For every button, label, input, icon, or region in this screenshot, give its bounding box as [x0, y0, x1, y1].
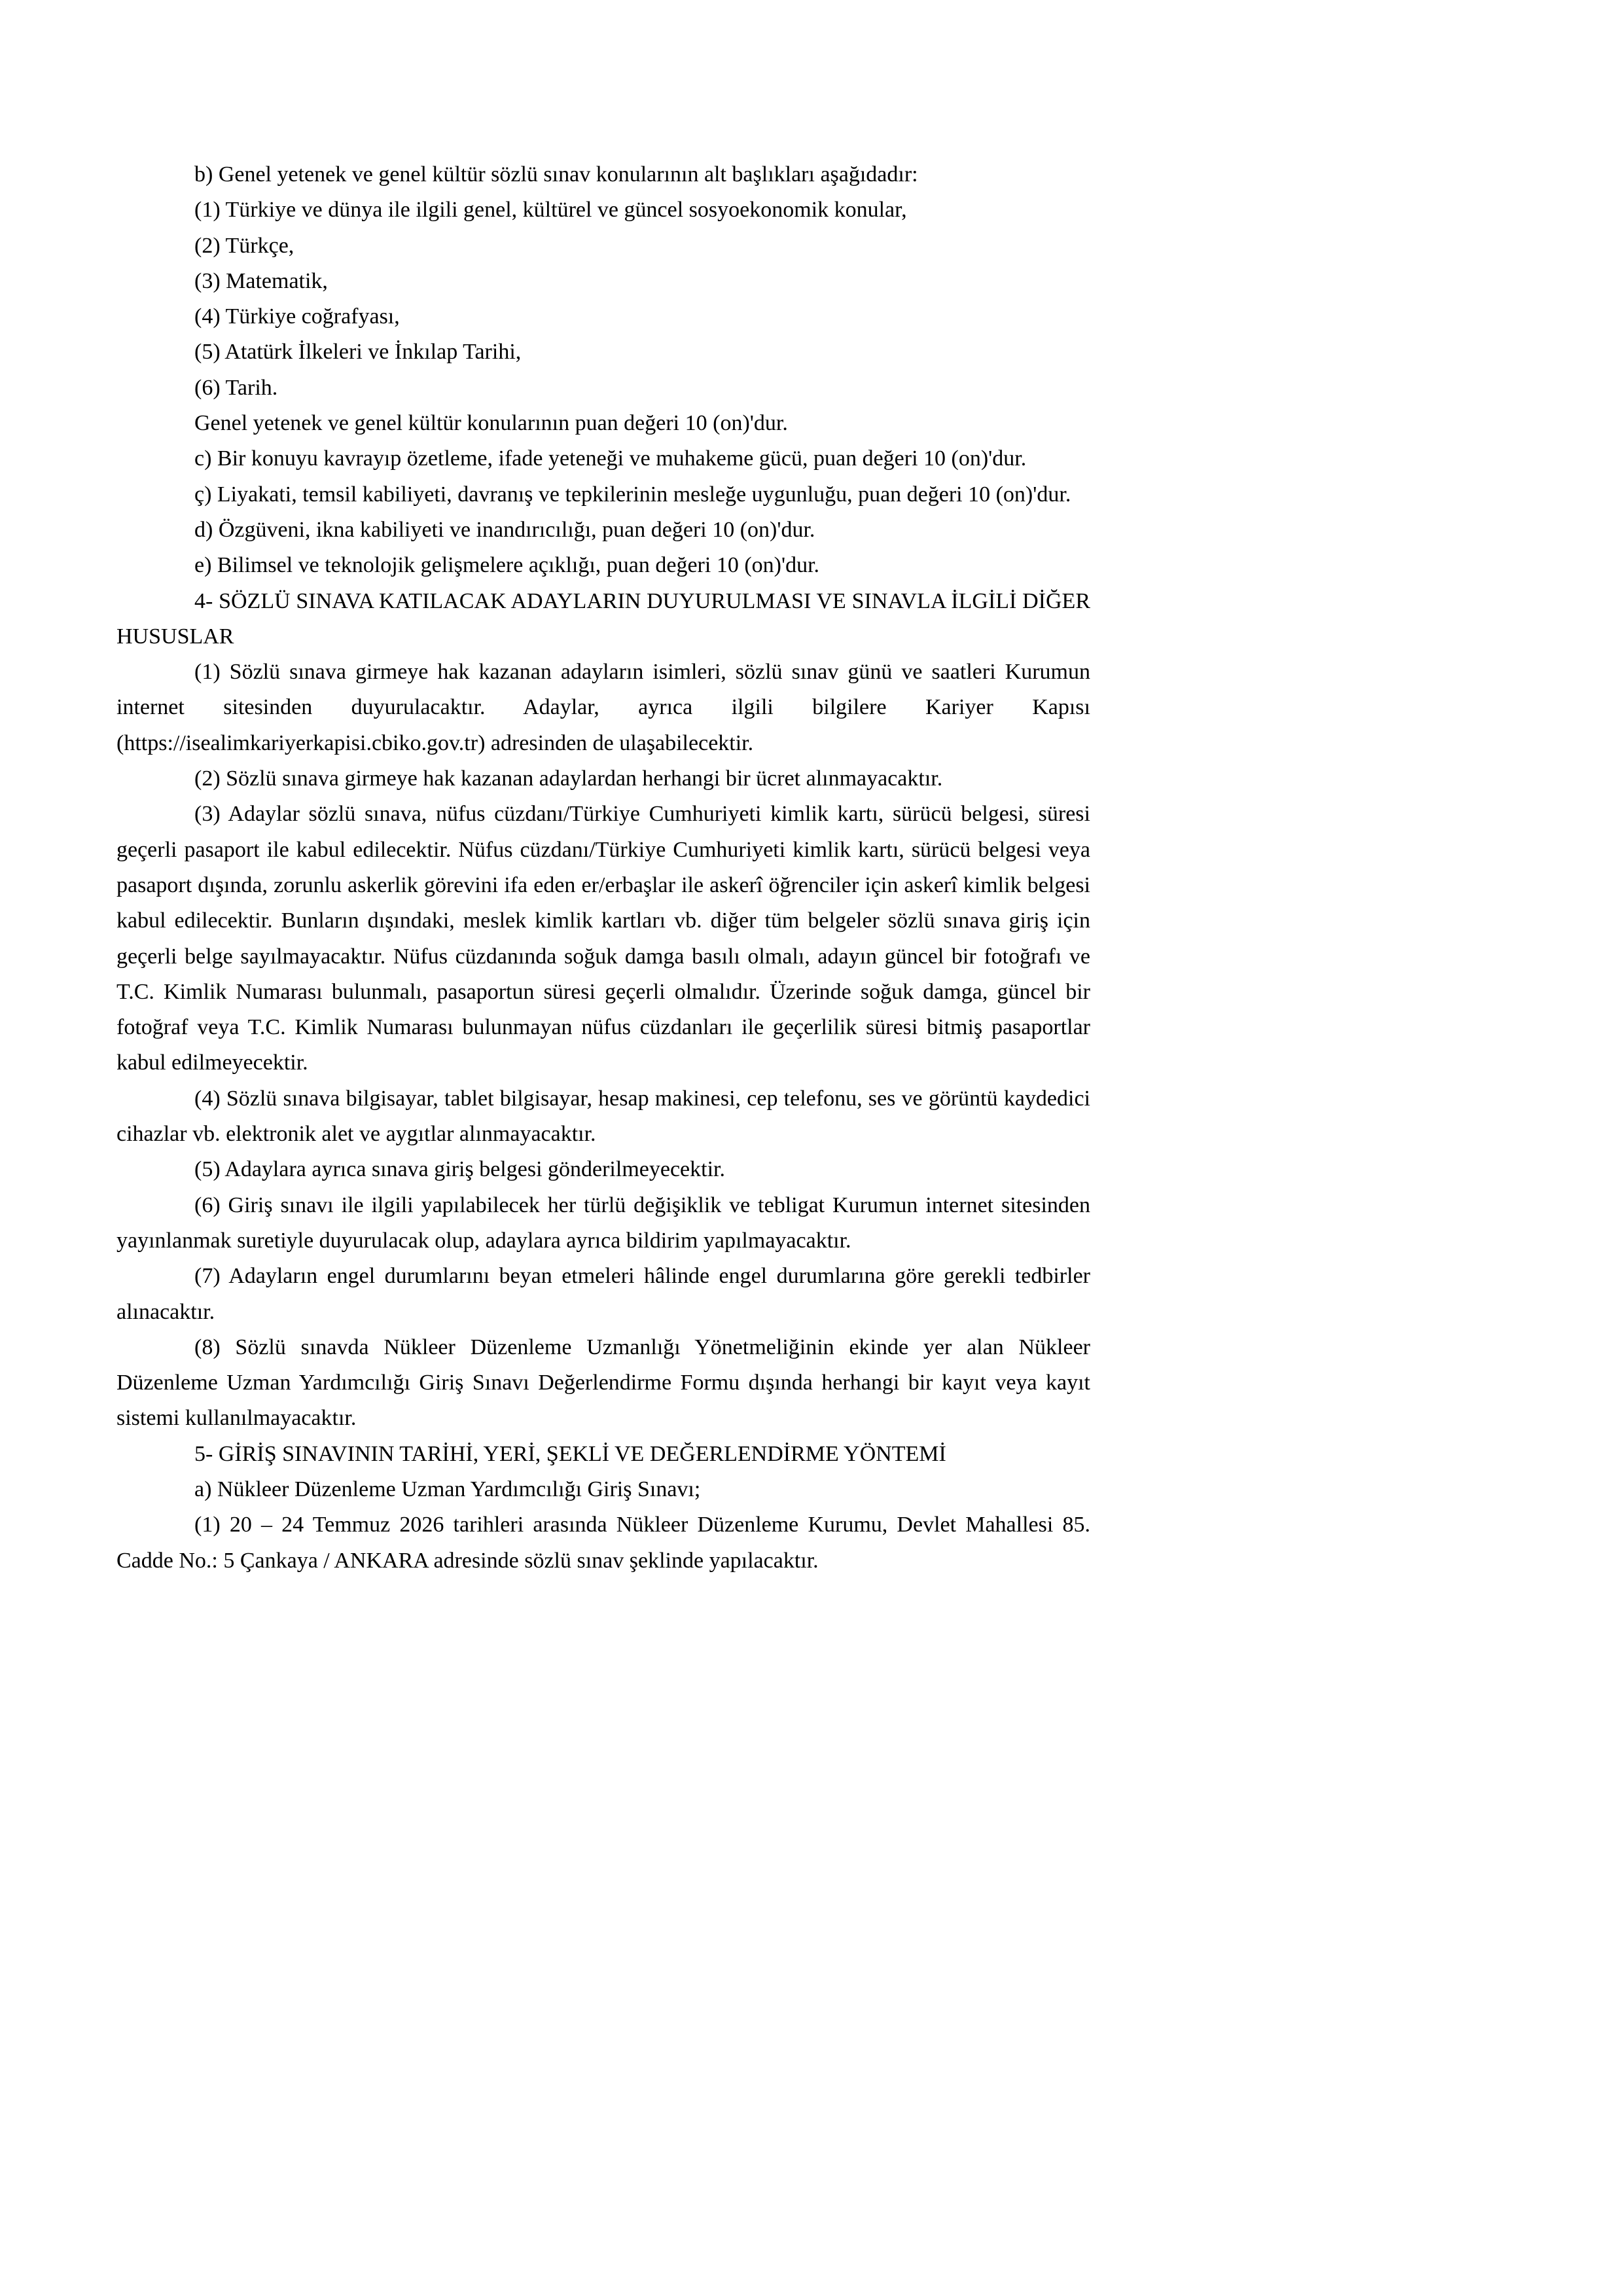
paragraph-4-4: (4) Sözlü sınava bilgisayar, tablet bilgisayar, hesap makinesi, cep telefonu, ses ve görüntü kaydedici cihazlar vb. elektronik alet ve aygıtlar alınmayacaktır. — [116, 1086, 1090, 1147]
paragraph-4-2: (2) Sözlü sınava girmeye hak kazanan adaylardan herhangi bir ücret alınmayacaktır. — [194, 766, 943, 791]
paragraph-4-5: (5) Adaylara ayrıca sınava giriş belgesi gönderilmeyecektir. — [194, 1157, 725, 1182]
paragraph-item-d: d) Özgüveni, ikna kabiliyeti ve inandırıcılığı, puan değeri 10 (on)'dur. — [194, 517, 815, 542]
section-heading-4: 4- SÖZLÜ SINAVA KATILACAK ADAYLARIN DUYURULMASI VE SINAVLA İLGİLİ DİĞER HUSUSLAR — [116, 588, 1090, 649]
paragraph-item-e: e) Bilimsel ve teknolojik gelişmelere açıklığı, puan değeri 10 (on)'dur. — [194, 553, 820, 578]
section-heading-5: 5- GİRİŞ SINAVININ TARİHİ, YERİ, ŞEKLİ VE DEĞERLENDİRME YÖNTEMİ — [194, 1441, 946, 1466]
paragraph-4-3: (3) Adaylar sözlü sınava, nüfus cüzdanı/Türkiye Cumhuriyeti kimlik kartı, sürücü belgesi, süresi geçerli pasaport ile kabul edilecektir. Nüfus cüzdanı/Türkiye Cumhuriyeti kimlik kartı, sürücü belgesi veya pasaport dışında, zorunlu askerlik görevini ifa eden er/erbaşlar ile askerî öğrenciler için askerî kimlik belgesi kabul edilecektir. Bunların dışındaki, meslek kimlik kartları vb. diğer tüm belgeler sözlü sınava giriş için geçerli belge sayılmayacaktır. Nüfus cüzdanında soğuk damga basılı olmalı, adayın güncel bir fotoğrafı ve T.C. Kimlik Numarası bulunmalı, pasaportun süresi geçerli olmalıdır. Üzerinde soğuk damga, güncel bir fotoğraf veya T.C. Kimlik Numarası bulunmayan nüfus cüzdanları ile geçerlilik süresi bitmiş pasaportlar kabul edilmeyecektir. — [116, 802, 1090, 1075]
list-item: (5) Atatürk İlkeleri ve İnkılap Tarihi, — [194, 340, 522, 365]
paragraph-4-7: (7) Adayların engel durumlarını beyan etmeleri hâlinde engel durumlarına göre gerekli tedbirler alınacaktır. — [116, 1264, 1090, 1324]
paragraph-5-a-1: (1) 20 – 24 Temmuz 2026 tarihleri arasında Nükleer Düzenleme Kurumu, Devlet Mahallesi 85. Cadde No.: 5 Çankaya / ANKARA adresinde sözlü sınav şeklinde yapılacaktır. — [116, 1513, 1090, 1573]
list-item: (4) Türkiye coğrafyası, — [194, 304, 400, 329]
list-item: (1) Türkiye ve dünya ile ilgili genel, kültürel ve güncel sosyoekonomik konular, — [194, 198, 907, 223]
list-item: (3) Matematik, — [194, 268, 328, 293]
paragraph-item-cc: ç) Liyakati, temsil kabiliyeti, davranış ve tepkilerinin mesleğe uygunluğu, puan değeri 10 (on)'dur. — [194, 482, 1071, 507]
paragraph-4-8: (8) Sözlü sınavda Nükleer Düzenleme Uzmanlığı Yönetmeliğinin ekinde yer alan Nükleer Düzenleme Uzman Yardımcılığı Giriş Sınavı Değerlendirme Formu dışında herhangi bir kayıt veya kayıt sistemi kullanılmayacaktır. — [116, 1335, 1090, 1431]
document-page — [116, 157, 1090, 1579]
paragraph-genel-yetenek-intro: b) Genel yetenek ve genel kültür sözlü sınav konularının alt başlıkları aşağıdadır: — [194, 162, 918, 187]
paragraph-4-1: (1) Sözlü sınava girmeye hak kazanan adayların isimleri, sözlü sınav günü ve saatleri Kurumun internet sitesinden duyurulacaktır. Adaylar, ayrıca ilgili bilgilere Kariyer Kapısı (https://isealimkariyerkapisi.cbiko.gov.tr) adresinden de ulaşabilecektir. — [116, 660, 1090, 755]
list-item: (6) Tarih. — [194, 375, 278, 400]
paragraph-4-6: (6) Giriş sınavı ile ilgili yapılabilecek her türlü değişiklik ve tebligat Kurumun internet sitesinden yayınlanmak suretiyle duyurulacak olup, adaylara ayrıca bildirim yapılmayacaktır. — [116, 1193, 1090, 1253]
paragraph-puan-degeri: Genel yetenek ve genel kültür konularının puan değeri 10 (on)'dur. — [194, 411, 788, 436]
paragraph-5-a: a) Nükleer Düzenleme Uzman Yardımcılığı Giriş Sınavı; — [194, 1477, 701, 1501]
list-item: (2) Türkçe, — [194, 233, 294, 258]
paragraph-item-c: c) Bir konuyu kavrayıp özetleme, ifade yeteneği ve muhakeme gücü, puan değeri 10 (on)'dur. — [194, 446, 1027, 471]
